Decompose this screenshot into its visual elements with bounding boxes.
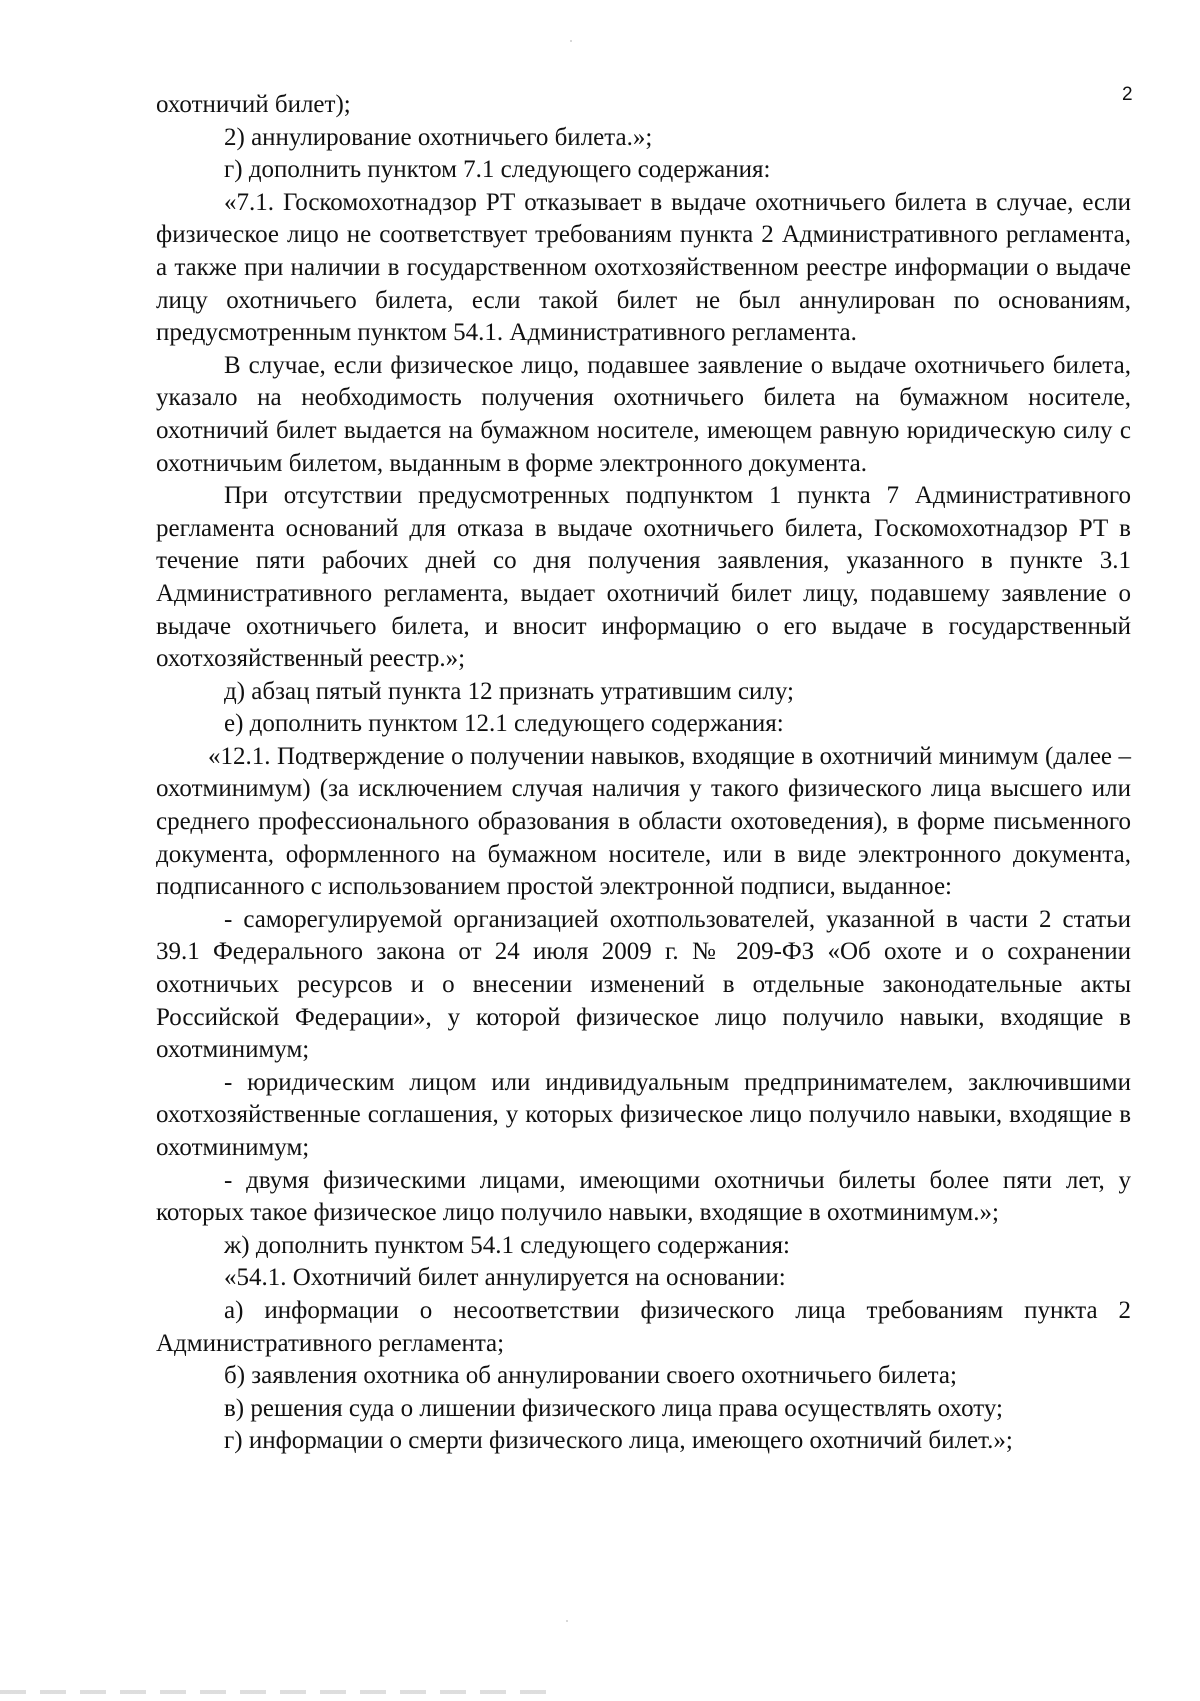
document-body: [156, 89, 1131, 1458]
paragraph-item-e: е) дополнить пунктом 12.1 следующего содержания:: [224, 710, 784, 738]
paragraph-item-d: д) абзац пятый пункта 12 признать утратившим силу;: [224, 677, 794, 705]
paragraph-paper-carrier: В случае, если физическое лицо, подавшее заявление о выдаче охотничьего билета, указало на необходимость получения охотничьего билета на бумажном носителе, охотничий билет выдается на бумажном носителе, имеющем равную юридическую силу с охотничьим билетом, выданным в форме электронного документа.: [156, 351, 1131, 477]
paragraph-dash-self-regulating: - саморегулируемой организацией охотпользователей, указанной в части 2 статьи 39.1 Федерального закона от 24 июля 2009 г. № 209-ФЗ «Об охоте и о сохранении охотничьих ресурсов и о внесении изменений в отдельные законодательные акты Российской Федерации», у которой физическое лицо получило навыки, входящие в охотминимум;: [156, 905, 1131, 1064]
paragraph-dash-two-persons: - двумя физическими лицами, имеющими охотничьи билеты более пяти лет, у которых такое физическое лицо получило навыки, входящие в охотминимум.»;: [156, 1166, 1131, 1227]
paragraph-no-grounds: При отсутствии предусмотренных подпунктом 1 пункта 7 Административного регламента оснований для отказа в выдаче охотничьего билета, Госкомохотнадзор РТ в течение пяти рабочих дней со дня получения заявления, указанного в пункте 3.1 Административного регламента, выдает охотничий билет лицу, подавшему заявление о выдаче охотничьего билета, и вносит информацию о его выдаче в государственный охотхозяйственный реестр.»;: [156, 482, 1131, 673]
paragraph-12-1: «12.1. Подтверждение о получении навыков, входящие в охотничий минимум (далее – охотминимум) (за исключением случая наличия у такого физического лица высшего или среднего профессионального образования в области охотоведения), в форме письменного документа, оформленного на бумажном носителе, или в виде электронного документа, подписанного с использованием простой электронной подписи, выданное:: [156, 742, 1131, 901]
paragraph-item-b: б) заявления охотника об аннулировании своего охотничьего билета;: [224, 1362, 957, 1390]
paragraph-54-1: «54.1. Охотничий билет аннулируется на основании:: [224, 1264, 786, 1292]
scan-speck-top: [570, 40, 572, 42]
paragraph-item-v: в) решения суда о лишении физического лица права осуществлять охоту;: [224, 1394, 1003, 1422]
paragraph-7-1: «7.1. Госкомохотнадзор РТ отказывает в выдаче охотничьего билета в случае, если физическое лицо не соответствует требованиям пункта 2 Административного регламента, а также при наличии в государственном охотхозяйственном реестре информации о выдаче лицу охотничьего билета, если такой билет не был аннулирован по основаниям, предусмотренным пунктом 54.1. Административного регламента.: [156, 188, 1131, 347]
paragraph-item-zh: ж) дополнить пунктом 54.1 следующего содержания:: [224, 1231, 790, 1259]
scan-edge-strip: [0, 1690, 560, 1694]
paragraph-item-a: а) информации о несоответствии физического лица требованиям пункта 2 Административного регламента;: [156, 1296, 1131, 1357]
paragraph-continuation: охотничий билет);: [156, 91, 351, 118]
paragraph-item-2: 2) аннулирование охотничьего билета.»;: [224, 123, 653, 151]
paragraph-dash-legal-entity: - юридическим лицом или индивидуальным предпринимателем, заключившими охотхозяйственные соглашения, у которых физическое лицо получило навыки, входящие в охотминимум;: [156, 1068, 1131, 1161]
paragraph-item-g-death: г) информации о смерти физического лица, имеющего охотничий билет.»;: [224, 1427, 1013, 1455]
page-number: 2: [1122, 84, 1133, 105]
paragraph-item-g: г) дополнить пунктом 7.1 следующего содержания:: [224, 156, 771, 184]
scan-speck-bottom: [566, 1620, 568, 1622]
